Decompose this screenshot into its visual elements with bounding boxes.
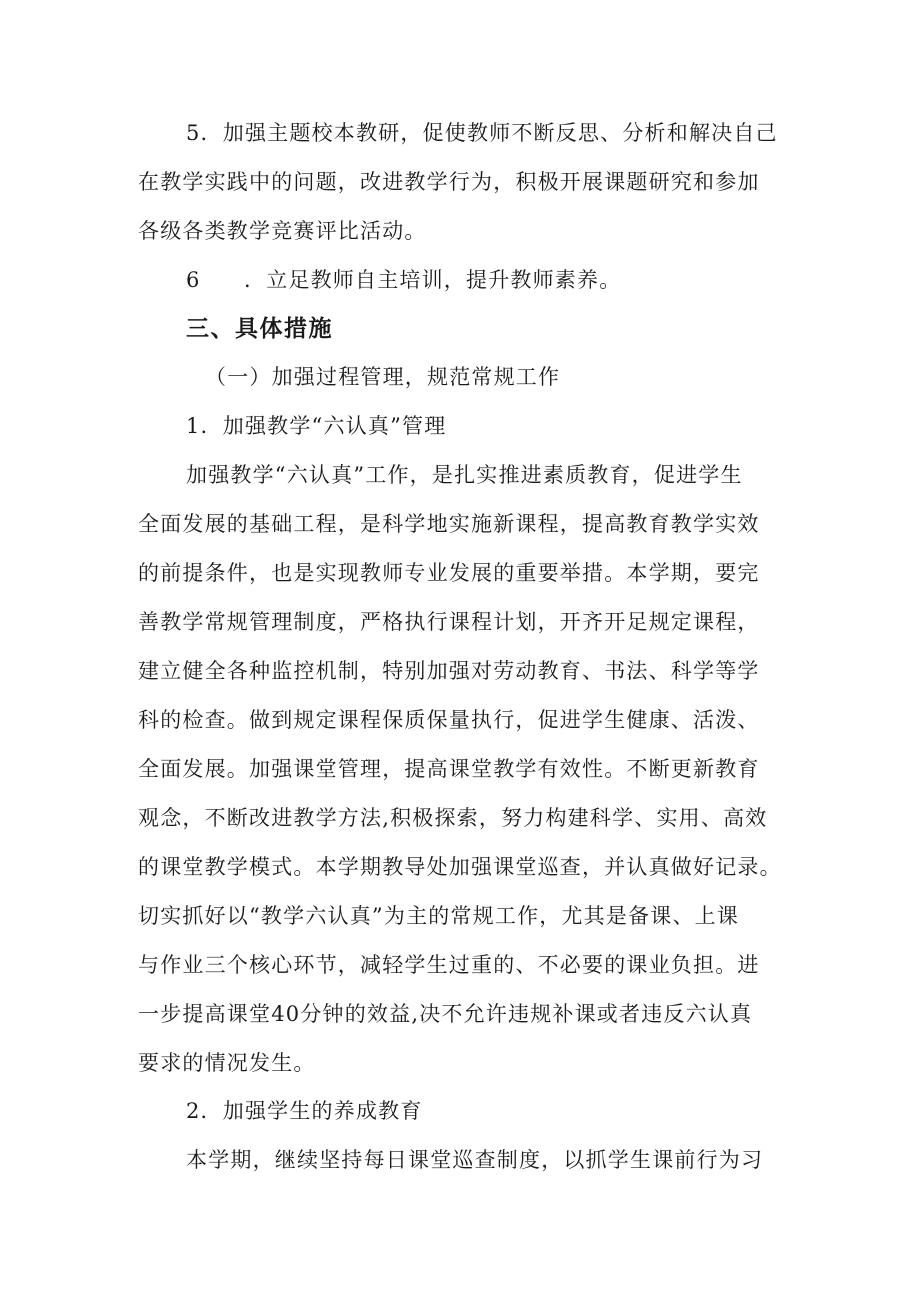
- point1-para-line: 科的检查。做到规定课程保质保量执行，促进学生健康、活泼、: [138, 708, 760, 732]
- item5-line3: 各级各类教学竞赛评比活动。: [138, 219, 427, 243]
- point1-para-line: 观念，不断改进教学方法,积极探索，努力构建科学、实用、高效: [138, 806, 768, 830]
- point1-para-line: 全面发展的基础工程，是科学地实施新课程，提高教育教学实效: [138, 512, 760, 536]
- item6-number: 6: [186, 268, 201, 292]
- point2-title: 2．加强学生的养成教育: [186, 1099, 423, 1123]
- subsection-heading: （一）加强过程管理，规范常规工作: [205, 365, 561, 389]
- point1-para-line: 一步提高课堂40分钟的效益,决不允许违规补课或者违反六认真: [138, 1002, 753, 1026]
- point1-para-line: 善教学常规管理制度，严格执行课程计划，开齐开足规定课程，: [138, 610, 760, 634]
- point1-para-line: 全面发展。加强课堂管理，提高课堂教学有效性。不断更新教育: [138, 757, 760, 781]
- point1-para-line: 与作业三个核心环节，减轻学生过重的、不必要的课业负担。进: [138, 953, 760, 977]
- point1-para-line: 加强教学“六认真”工作，是扎实推进素质教育，促进学生: [186, 463, 743, 487]
- item5-line2: 在教学实践中的问题，改进教学行为，积极开展课题研究和参加: [138, 170, 760, 194]
- point1-para-line: 要求的情况发生。: [138, 1051, 316, 1075]
- item6-text: ．立足教师自主培训，提升教师素养。: [244, 268, 622, 292]
- point1-para-line: 建立健全各种监控机制，特别加强对劳动教育、书法、科学等学: [138, 659, 760, 683]
- item5-line1: 5．加强主题校本教研，促使教师不断反思、分析和解决自己: [186, 121, 778, 145]
- point1-para-line: 切实抓好以“教学六认真”为主的常规工作，尤其是备课、上课: [138, 904, 740, 928]
- item6: [186, 265, 846, 295]
- point1-para-line: 的课堂教学模式。本学期教导处加强课堂巡查，并认真做好记录。: [138, 855, 782, 879]
- point1-title: 1．加强教学“六认真”管理: [186, 414, 447, 438]
- point2-para-line: 本学期，继续坚持每日课堂巡查制度，以抓学生课前行为习: [186, 1148, 764, 1172]
- section-heading: 三、具体措施: [186, 316, 333, 342]
- point1-para-line: 的前提条件，也是实现教师专业发展的重要举措。本学期，要完: [138, 561, 760, 585]
